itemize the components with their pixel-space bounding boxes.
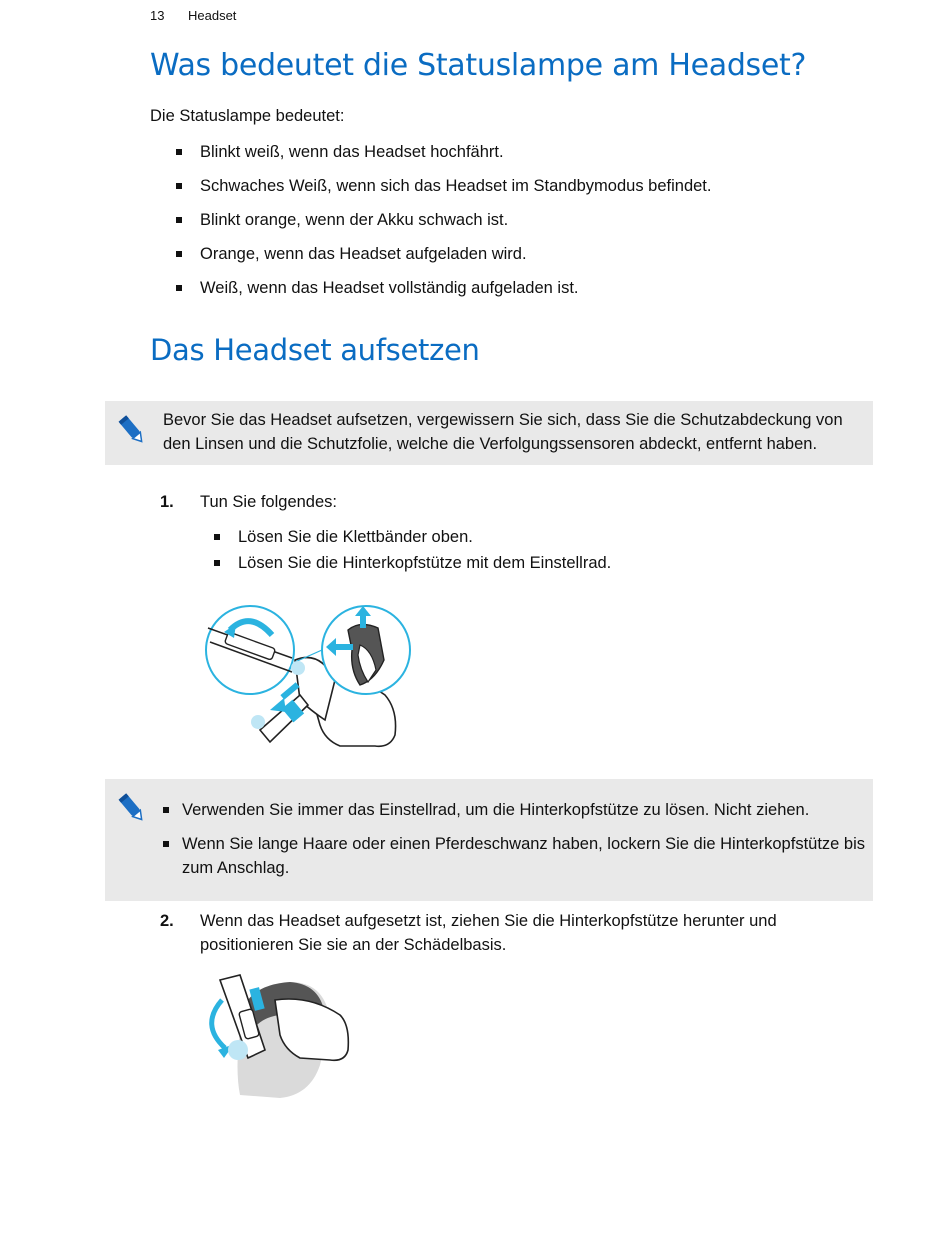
pencil-note-icon — [117, 791, 147, 825]
status-list — [176, 140, 876, 300]
list-item: Lösen Sie die Klettbänder oben. — [214, 525, 854, 549]
list-item: Schwaches Weiß, wenn sich das Headset im Standbymodus befindet. — [176, 174, 876, 198]
list-item: Lösen Sie die Hinterkopfstütze mit dem Einstellrad. — [214, 551, 854, 575]
section-title-put-on-headset: Das Headset aufsetzen — [150, 333, 480, 367]
note-box — [105, 779, 873, 901]
step-text: Wenn das Headset aufgesetzt ist, ziehen Sie die Hinterkopfstütze herunter und positionieren Sie sie an der Schädelbasis. — [200, 912, 777, 954]
list-item: Weiß, wenn das Headset vollständig aufgeladen ist. — [176, 276, 876, 300]
list-item: Verwenden Sie immer das Einstellrad, um die Hinterkopfstütze zu lösen. Nicht ziehen. — [163, 798, 873, 822]
note-box — [105, 401, 873, 465]
step-number: 1. — [160, 493, 174, 511]
list-item: Blinkt weiß, wenn das Headset hochfährt. — [176, 140, 876, 164]
list-item: Blinkt orange, wenn der Akku schwach ist. — [176, 208, 876, 232]
loosen-headset-illustration — [200, 600, 415, 750]
list-item: Orange, wenn das Headset aufgeladen wird. — [176, 242, 876, 266]
section-title-status-lamp: Was bedeutet die Statuslampe am Headset? — [150, 48, 807, 83]
step-number: 2. — [160, 912, 174, 930]
status-intro: Die Statuslampe bedeutet: — [150, 107, 345, 125]
headset-worn-illustration — [200, 970, 360, 1100]
note-text: Bevor Sie das Headset aufsetzen, vergewissern Sie sich, dass Sie die Schutzabdeckung von den Linsen und die Schutzfolie, welche die Verfolgungssensoren abdeckt, entfernt haben. — [163, 411, 843, 453]
list-item: Wenn Sie lange Haare oder einen Pferdeschwanz haben, lockern Sie die Hinterkopfstütze bis zum Anschlag. — [163, 832, 873, 880]
pencil-note-icon — [117, 413, 147, 447]
step1-list — [214, 525, 854, 575]
running-header: Headset — [188, 8, 237, 23]
page-number: 13 — [150, 8, 165, 23]
step-text: Tun Sie folgendes: — [200, 493, 337, 511]
note2-list — [163, 798, 873, 880]
